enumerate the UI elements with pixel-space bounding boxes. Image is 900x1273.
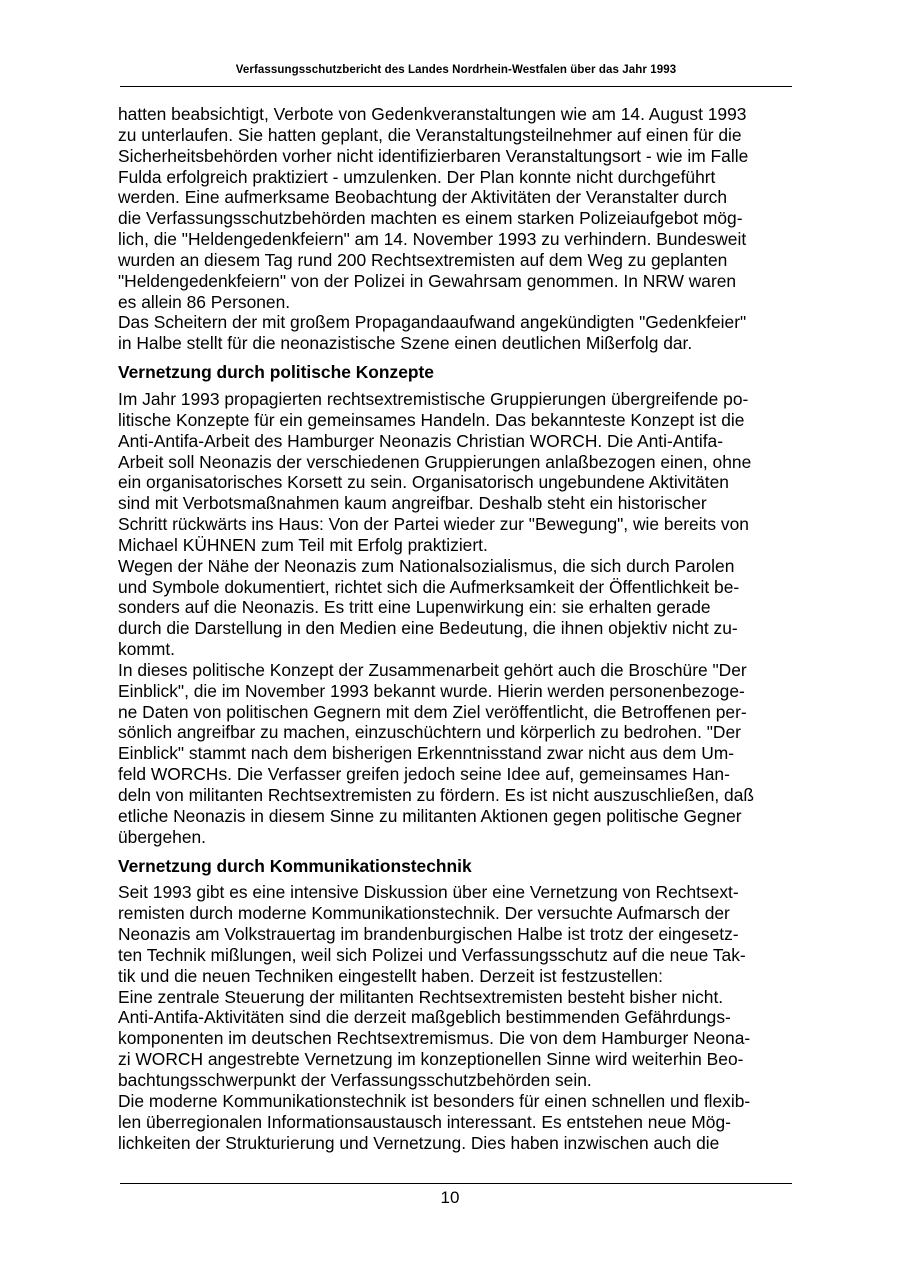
text-line: es allein 86 Personen. (118, 291, 291, 312)
text-line: Schritt rückwärts ins Haus: Von der Partei wieder zur "Bewegung", wie bereits von (118, 514, 749, 535)
header-rule (120, 86, 792, 87)
text-line: sonders auf die Neonazis. Es tritt eine Lupenwirkung ein: sie erhalten gerade (118, 597, 711, 618)
text-line: Eine zentrale Steuerung der militanten Rechtsextremisten besteht bisher nicht. (118, 986, 724, 1007)
text-line: Sicherheitsbehörden vorher nicht identifizierbaren Veranstaltungsort - wie im Falle (118, 145, 749, 166)
text-line: bachtungsschwerpunkt der Verfassungsschutzbehörden sein. (118, 1069, 592, 1090)
section-heading: Vernetzung durch politische Konzepte (118, 362, 434, 383)
text-line: Anti-Antifa-Arbeit des Hamburger Neonazis Christian WORCH. Die Anti-Antifa- (118, 430, 724, 451)
text-line: komponenten im deutschen Rechtsextremismus. Die von dem Hamburger Neona- (118, 1028, 751, 1049)
text-line: wurden an diesem Tag rund 200 Rechtsextremisten auf dem Weg zu geplanten (118, 249, 728, 270)
text-line: feld WORCHs. Die Verfasser greifen jedoch seine Idee auf, gemeinsames Han- (118, 764, 730, 785)
text-line: Seit 1993 gibt es eine intensive Diskussion über eine Vernetzung von Rechtsext- (118, 882, 739, 903)
paragraph (118, 312, 794, 354)
text-line: Wegen der Nähe der Neonazis zum Nationalsozialismus, die sich durch Parolen (118, 555, 735, 576)
text-line: Fulda erfolgreich praktiziert - umzulenken. Der Plan konnte nicht durchgeführt (118, 166, 716, 187)
text-line: Einblick" stammt nach dem bisherigen Erkenntnisstand zwar nicht aus dem Um- (118, 743, 735, 764)
text-line: sind mit Verbotsmaßnahmen kaum angreifbar. Deshalb steht ein historischer (118, 493, 707, 514)
text-line: kommt. (118, 639, 176, 660)
text-line: "Heldengedenkfeiern" von der Polizei in Gewahrsam genommen. In NRW waren (118, 270, 737, 291)
paragraph (118, 882, 794, 986)
text-line: Anti-Antifa-Aktivitäten sind die derzeit maßgeblich bestimmenden Gefährdungs- (118, 1007, 731, 1028)
footer-rule (120, 1183, 792, 1184)
text-line: Arbeit soll Neonazis der verschiedenen Gruppierungen anlaßbezogen einen, ohne (118, 451, 752, 472)
text-line: lich, die "Heldengedenkfeiern" am 14. November 1993 zu verhindern. Bundesweit (118, 229, 747, 250)
text-line: die Verfassungsschutzbehörden machten es einem starken Polizeiaufgebot mög- (118, 208, 743, 229)
text-line: Neonazis am Volkstrauertag im brandenburgischen Halbe ist trotz der eingesetz- (118, 924, 739, 945)
paragraph (118, 987, 794, 1008)
text-line: ne Daten von politischen Gegnern mit dem Ziel veröffentlicht, die Betroffenen per- (118, 701, 747, 722)
text-line: ten Technik mißlungen, weil sich Polizei und Verfassungsschutz auf die neue Tak- (118, 944, 746, 965)
paragraph (118, 556, 794, 660)
text-line: len überregionalen Informationsaustausch interessant. Es entstehen neue Mög- (118, 1111, 731, 1132)
paragraph (118, 1007, 794, 1090)
document-body (118, 104, 794, 1153)
text-line: zi WORCH angestrebte Vernetzung im konzeptionellen Sinne wird weiterhin Beo- (118, 1049, 744, 1070)
text-line: übergehen. (118, 826, 206, 847)
paragraph (118, 389, 794, 556)
text-line: Michael KÜHNEN zum Teil mit Erfolg praktiziert. (118, 534, 488, 555)
paragraph (118, 1091, 794, 1154)
text-line: ein organisatorisches Korsett zu sein. Organisatorisch ungebundene Aktivitäten (118, 472, 729, 493)
text-line: Einblick", die im November 1993 bekannt wurde. Hierin werden personenbezoge- (118, 680, 745, 701)
text-line: deln von militanten Rechtsextremisten zu fördern. Es ist nicht auszuschließen, daß (118, 785, 755, 805)
running-header: Verfassungsschutzbericht des Landes Nordrhein-Westfalen über das Jahr 1993 (235, 64, 677, 76)
text-line: In dieses politische Konzept der Zusammenarbeit gehört auch die Broschüre "Der (118, 659, 747, 680)
text-line: und Symbole dokumentiert, richtet sich die Aufmerksamkeit der Öffentlichkeit be- (118, 576, 740, 597)
text-line: werden. Eine aufmerksame Beobachtung der Aktivitäten der Veranstalter durch (118, 187, 728, 208)
paragraph (118, 660, 794, 848)
page-number: 10 (440, 1188, 460, 1207)
text-line: tik und die neuen Techniken eingestellt haben. Derzeit ist festzustellen: (118, 965, 663, 986)
section-heading: Vernetzung durch Kommunikationstechnik (118, 855, 472, 876)
text-line: etliche Neonazis in diesem Sinne zu militanten Aktionen gegen politische Gegner (118, 805, 742, 826)
text-line: hatten beabsichtigt, Verbote von Gedenkveranstaltungen wie am 14. August 1993 (118, 104, 747, 124)
paragraph (118, 104, 794, 312)
text-line: sönlich angreifbar zu machen, einzuschüchtern und körperlich zu bedrohen. "Der (118, 722, 741, 743)
text-line: zu unterlaufen. Sie hatten geplant, die Veranstaltungsteilnehmer auf einen für die (118, 124, 742, 145)
text-line: remisten durch moderne Kommunikationstechnik. Der versuchte Aufmarsch der (118, 903, 730, 924)
text-line: Das Scheitern der mit großem Propagandaaufwand angekündigten "Gedenkfeier" (118, 312, 747, 333)
text-line: Die moderne Kommunikationstechnik ist besonders für einen schnellen und flexib- (118, 1090, 751, 1111)
text-line: in Halbe stellt für die neonazistische Szene einen deutlichen Mißerfolg dar. (118, 333, 693, 354)
text-line: litische Konzepte für ein gemeinsames Handeln. Das bekannteste Konzept ist die (118, 409, 745, 430)
text-line: lichkeiten der Strukturierung und Vernetzung. Dies haben inzwischen auch die (118, 1132, 720, 1153)
text-line: durch die Darstellung in den Medien eine Bedeutung, die ihnen objektiv nicht zu- (118, 618, 738, 639)
text-line: Im Jahr 1993 propagierten rechtsextremistische Gruppierungen übergreifende po- (118, 388, 749, 409)
